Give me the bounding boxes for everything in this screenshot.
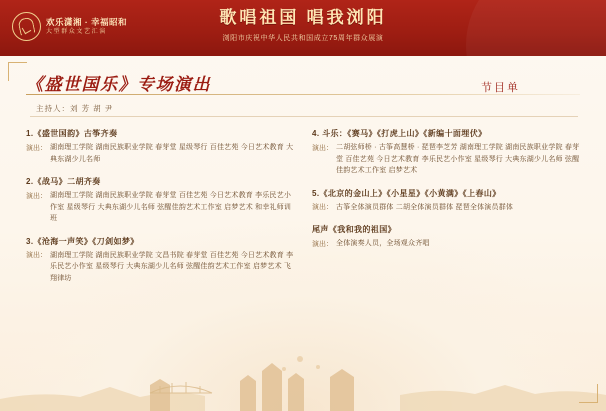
corner-ornament-left: [8, 62, 27, 81]
title-divider: [26, 94, 580, 95]
program-item: [312, 224, 580, 250]
page-title: 《盛世国乐》专场演出: [26, 75, 211, 94]
program-title: 1.《盛世国韵》古筝齐奏: [26, 129, 118, 138]
program-column-right: [312, 128, 580, 295]
performers-row: [26, 190, 294, 225]
program-title: 3.《沧海一声笑》《刀剑如梦》: [26, 236, 139, 246]
host-divider: [30, 116, 578, 117]
logo-primary-text: 欢乐潇湘 · 幸福昭和: [46, 17, 128, 28]
logo-secondary-text: 大型群众文艺汇演: [46, 28, 107, 35]
title-row: [26, 70, 580, 95]
banner-center-block: [0, 7, 606, 43]
performers-text: 全体演奏人员，全场观众齐唱: [336, 240, 430, 248]
banner-subtitle: 浏阳市庆祝中华人民共和国成立75周年群众展演: [222, 35, 384, 43]
skyline-decoration: [0, 341, 606, 411]
performers-label: 演出：: [26, 144, 47, 152]
performers-row: [26, 250, 294, 285]
program-item: [312, 188, 580, 214]
program-item: [26, 128, 294, 165]
host-line: 主持人：刘 芳 胡 尹: [36, 104, 114, 113]
performers-label: 演出：: [312, 204, 333, 212]
performers-row: [312, 142, 580, 177]
performers-row: [26, 142, 294, 165]
performers-row: [312, 202, 580, 214]
program-columns: [26, 128, 586, 295]
performers-text: 湖南理工学院 湖南民族职业学院 春芽堂 星级琴行 百佳艺苑 今日艺术教育 大典东湖少儿名师: [50, 144, 294, 163]
program-title: 2.《战马》二胡齐奏: [26, 177, 101, 187]
program-title: 尾声《我和我的祖国》: [312, 225, 396, 235]
corner-ornament-right: [579, 384, 598, 403]
program-column-left: [26, 128, 294, 295]
performers-text: 二胡弦师桥 · 古筝高慧桥 · 琵琶李芝芳 湖南理工学院 湖南民族职业学院 春芽堂 百佳艺苑 今日艺术教育 李乐民艺小作室 星级琴行 大典东湖少儿名师 弦醒佳韵艺术工作室 启梦艺术: [336, 144, 580, 175]
performers-label: 演出：: [312, 144, 333, 152]
performers-label: 演出：: [26, 192, 47, 200]
banner-title: 歌唱祖国 唱我浏阳: [219, 8, 387, 27]
program-title: 4. 斗乐：《赛马》《打虎上山》《新编十面埋伏》: [312, 129, 487, 138]
performers-row: [312, 238, 580, 250]
program-title: 5.《北京的金山上》《小星星》《小黄满》《上春山》: [312, 188, 501, 198]
performers-label: 演出：: [26, 252, 47, 260]
program-list-label: 节目单: [481, 82, 520, 94]
top-banner: [0, 0, 606, 56]
performers-label: 演出：: [312, 240, 333, 248]
program-item: [26, 236, 294, 285]
performers-text: 湖南理工学院 湖南民族职业学院 文昌书院 春芽堂 百佳艺苑 今日艺术教育 李乐民艺小作室 星级琴行 大典东湖少儿名师 弦醒佳韵艺术工作室 启梦艺术 飞翔律坊: [50, 251, 294, 282]
program-item: [26, 176, 294, 225]
program-item: [312, 128, 580, 177]
performers-text: 古筝全体演员群体 二胡全体演员群体 琵琶全体演员群体: [336, 203, 514, 211]
performers-text: 湖南理工学院 湖南民族职业学院 春芽堂 百佳艺苑 今日艺术教育 李乐民艺小作室 星级琴行 大典东湖少儿名师 弦醒佳韵艺术工作室 启梦艺术 和幸礼师训班: [50, 192, 292, 223]
